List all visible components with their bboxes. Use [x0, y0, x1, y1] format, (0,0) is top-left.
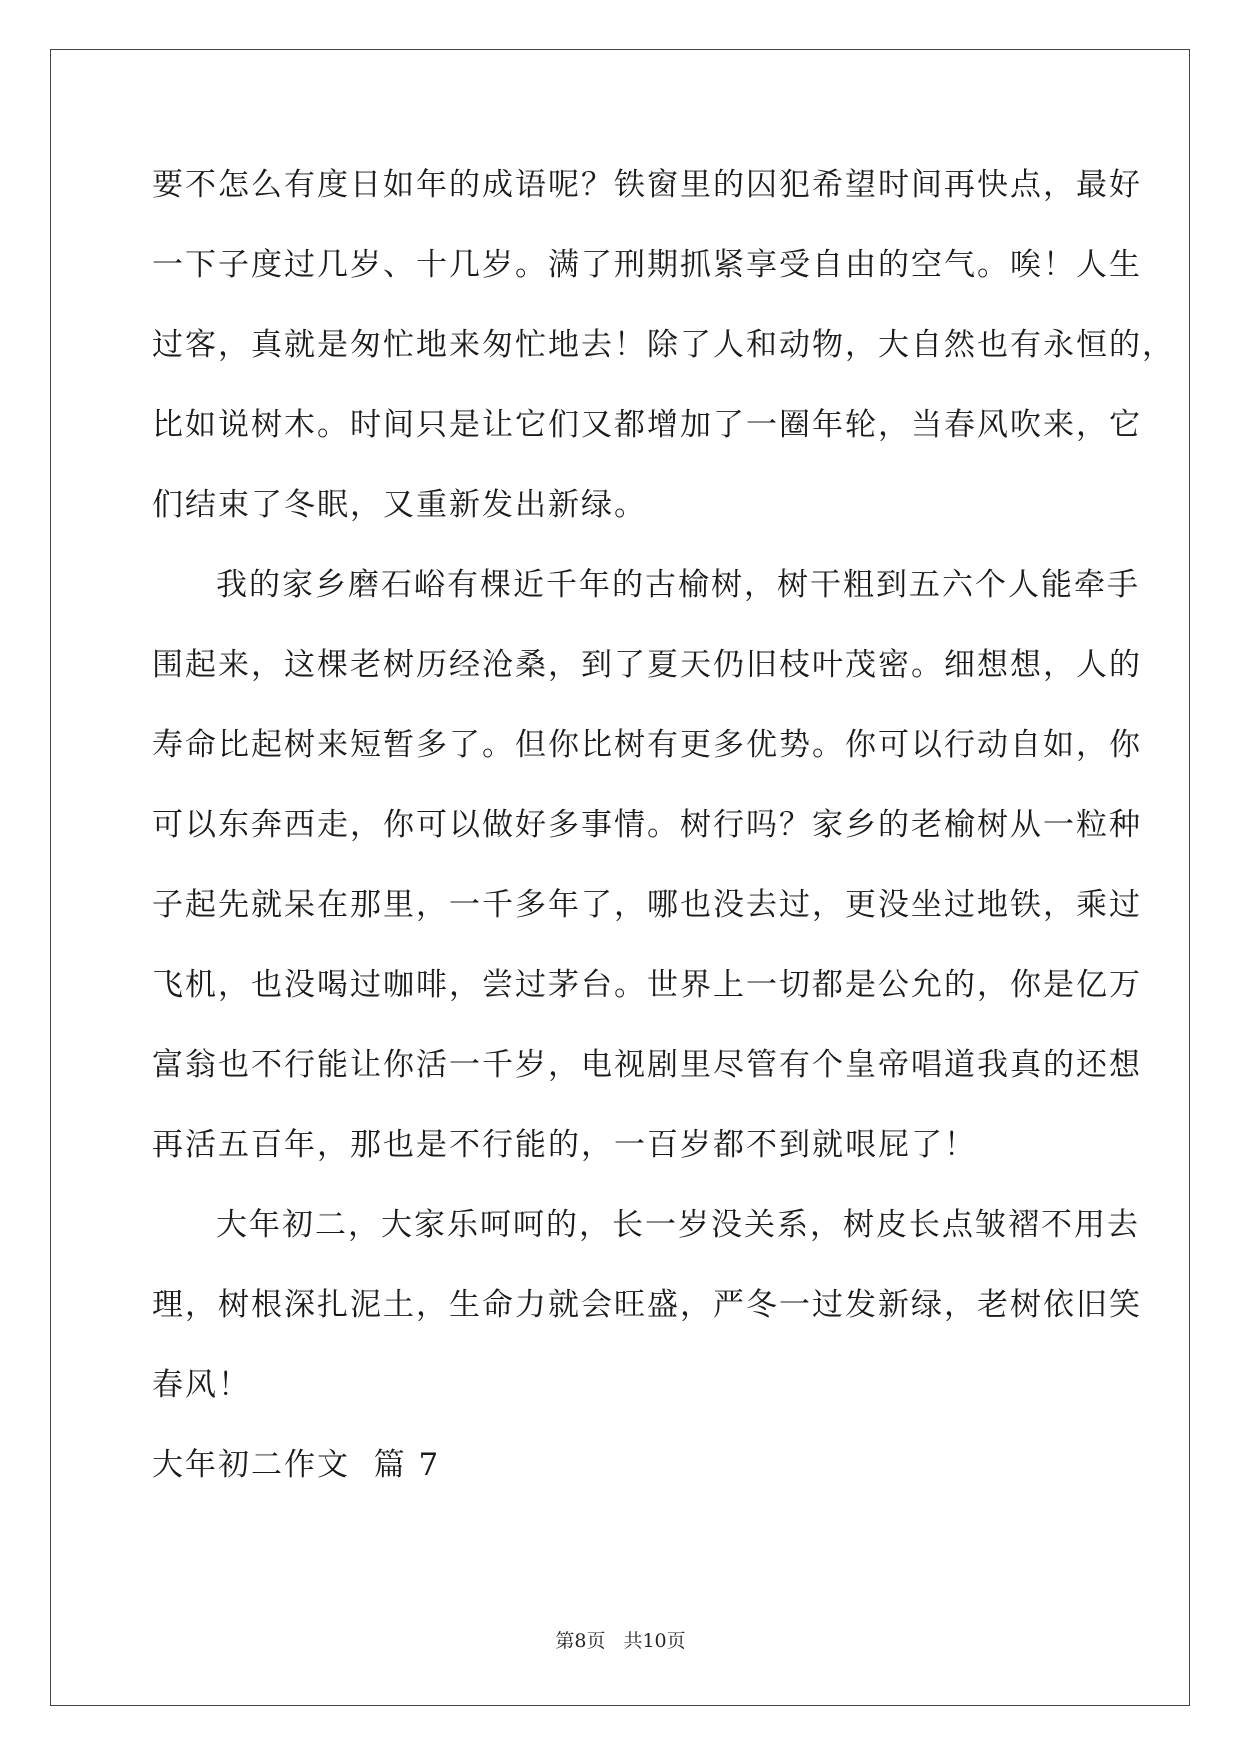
section-heading: 大年初二作文 篇 7: [152, 1447, 441, 1483]
text-line: 要不怎么有度日如年的成语呢？铁窗里的囚犯希望时间再快点，最好: [152, 167, 1142, 203]
paragraph-1: [152, 152, 1175, 552]
text-line: 子起先就呆在那里，一千多年了，哪也没去过，更没坐过地铁，乘过: [152, 887, 1142, 923]
text-line: 比如说树木。时间只是让它们又都增加了一圈年轮，当春风吹来，它: [152, 407, 1142, 443]
paragraph-3: [152, 1192, 1142, 1432]
text-line: 再活五百年，那也是不行能的，一百岁都不到就哏屁了！: [152, 1127, 977, 1163]
text-line: 围起来，这棵老树历经沧桑，到了夏天仍旧枝叶茂密。细想想，人的: [152, 647, 1142, 683]
text-line: 可以东奔西走，你可以做好多事情。树行吗？家乡的老榆树从一粒种: [152, 807, 1142, 843]
text-line: 理，树根深扎泥土，生命力就会旺盛，严冬一过发新绿，老树依旧笑: [152, 1287, 1142, 1323]
text-line: 飞机，也没喝过咖啡，尝过茅台。世界上一切都是公允的，你是亿万: [152, 967, 1142, 1003]
text-line: 我的家乡磨石峪有棵近千年的古榆树，树干粗到五六个人能牵手: [216, 567, 1140, 603]
text-line: 们结束了冬眠，又重新发出新绿。: [152, 487, 647, 523]
paragraph-2: [152, 552, 1142, 1192]
document-body: [152, 152, 1175, 1512]
page-number: 第8页: [555, 1630, 606, 1652]
text-line: 大年初二，大家乐呵呵的，长一岁没关系，树皮长点皱褶不用去: [216, 1207, 1140, 1243]
text-line: 春风！: [152, 1367, 251, 1403]
text-line: 寿命比起树来短暂多了。但你比树有更多优势。你可以行动自如，你: [152, 727, 1142, 763]
text-line: 一下子度过几岁、十几岁。满了刑期抓紧享受自由的空气。唉！人生: [152, 247, 1142, 283]
page-footer: [0, 1626, 1241, 1653]
text-line: 富翁也不行能让你活一千岁，电视剧里尽管有个皇帝唱道我真的还想: [152, 1047, 1142, 1083]
text-line: 过客，真就是匆忙地来匆忙地去！除了人和动物，大自然也有永恒的，: [152, 327, 1175, 363]
total-pages: 共10页: [623, 1630, 686, 1652]
